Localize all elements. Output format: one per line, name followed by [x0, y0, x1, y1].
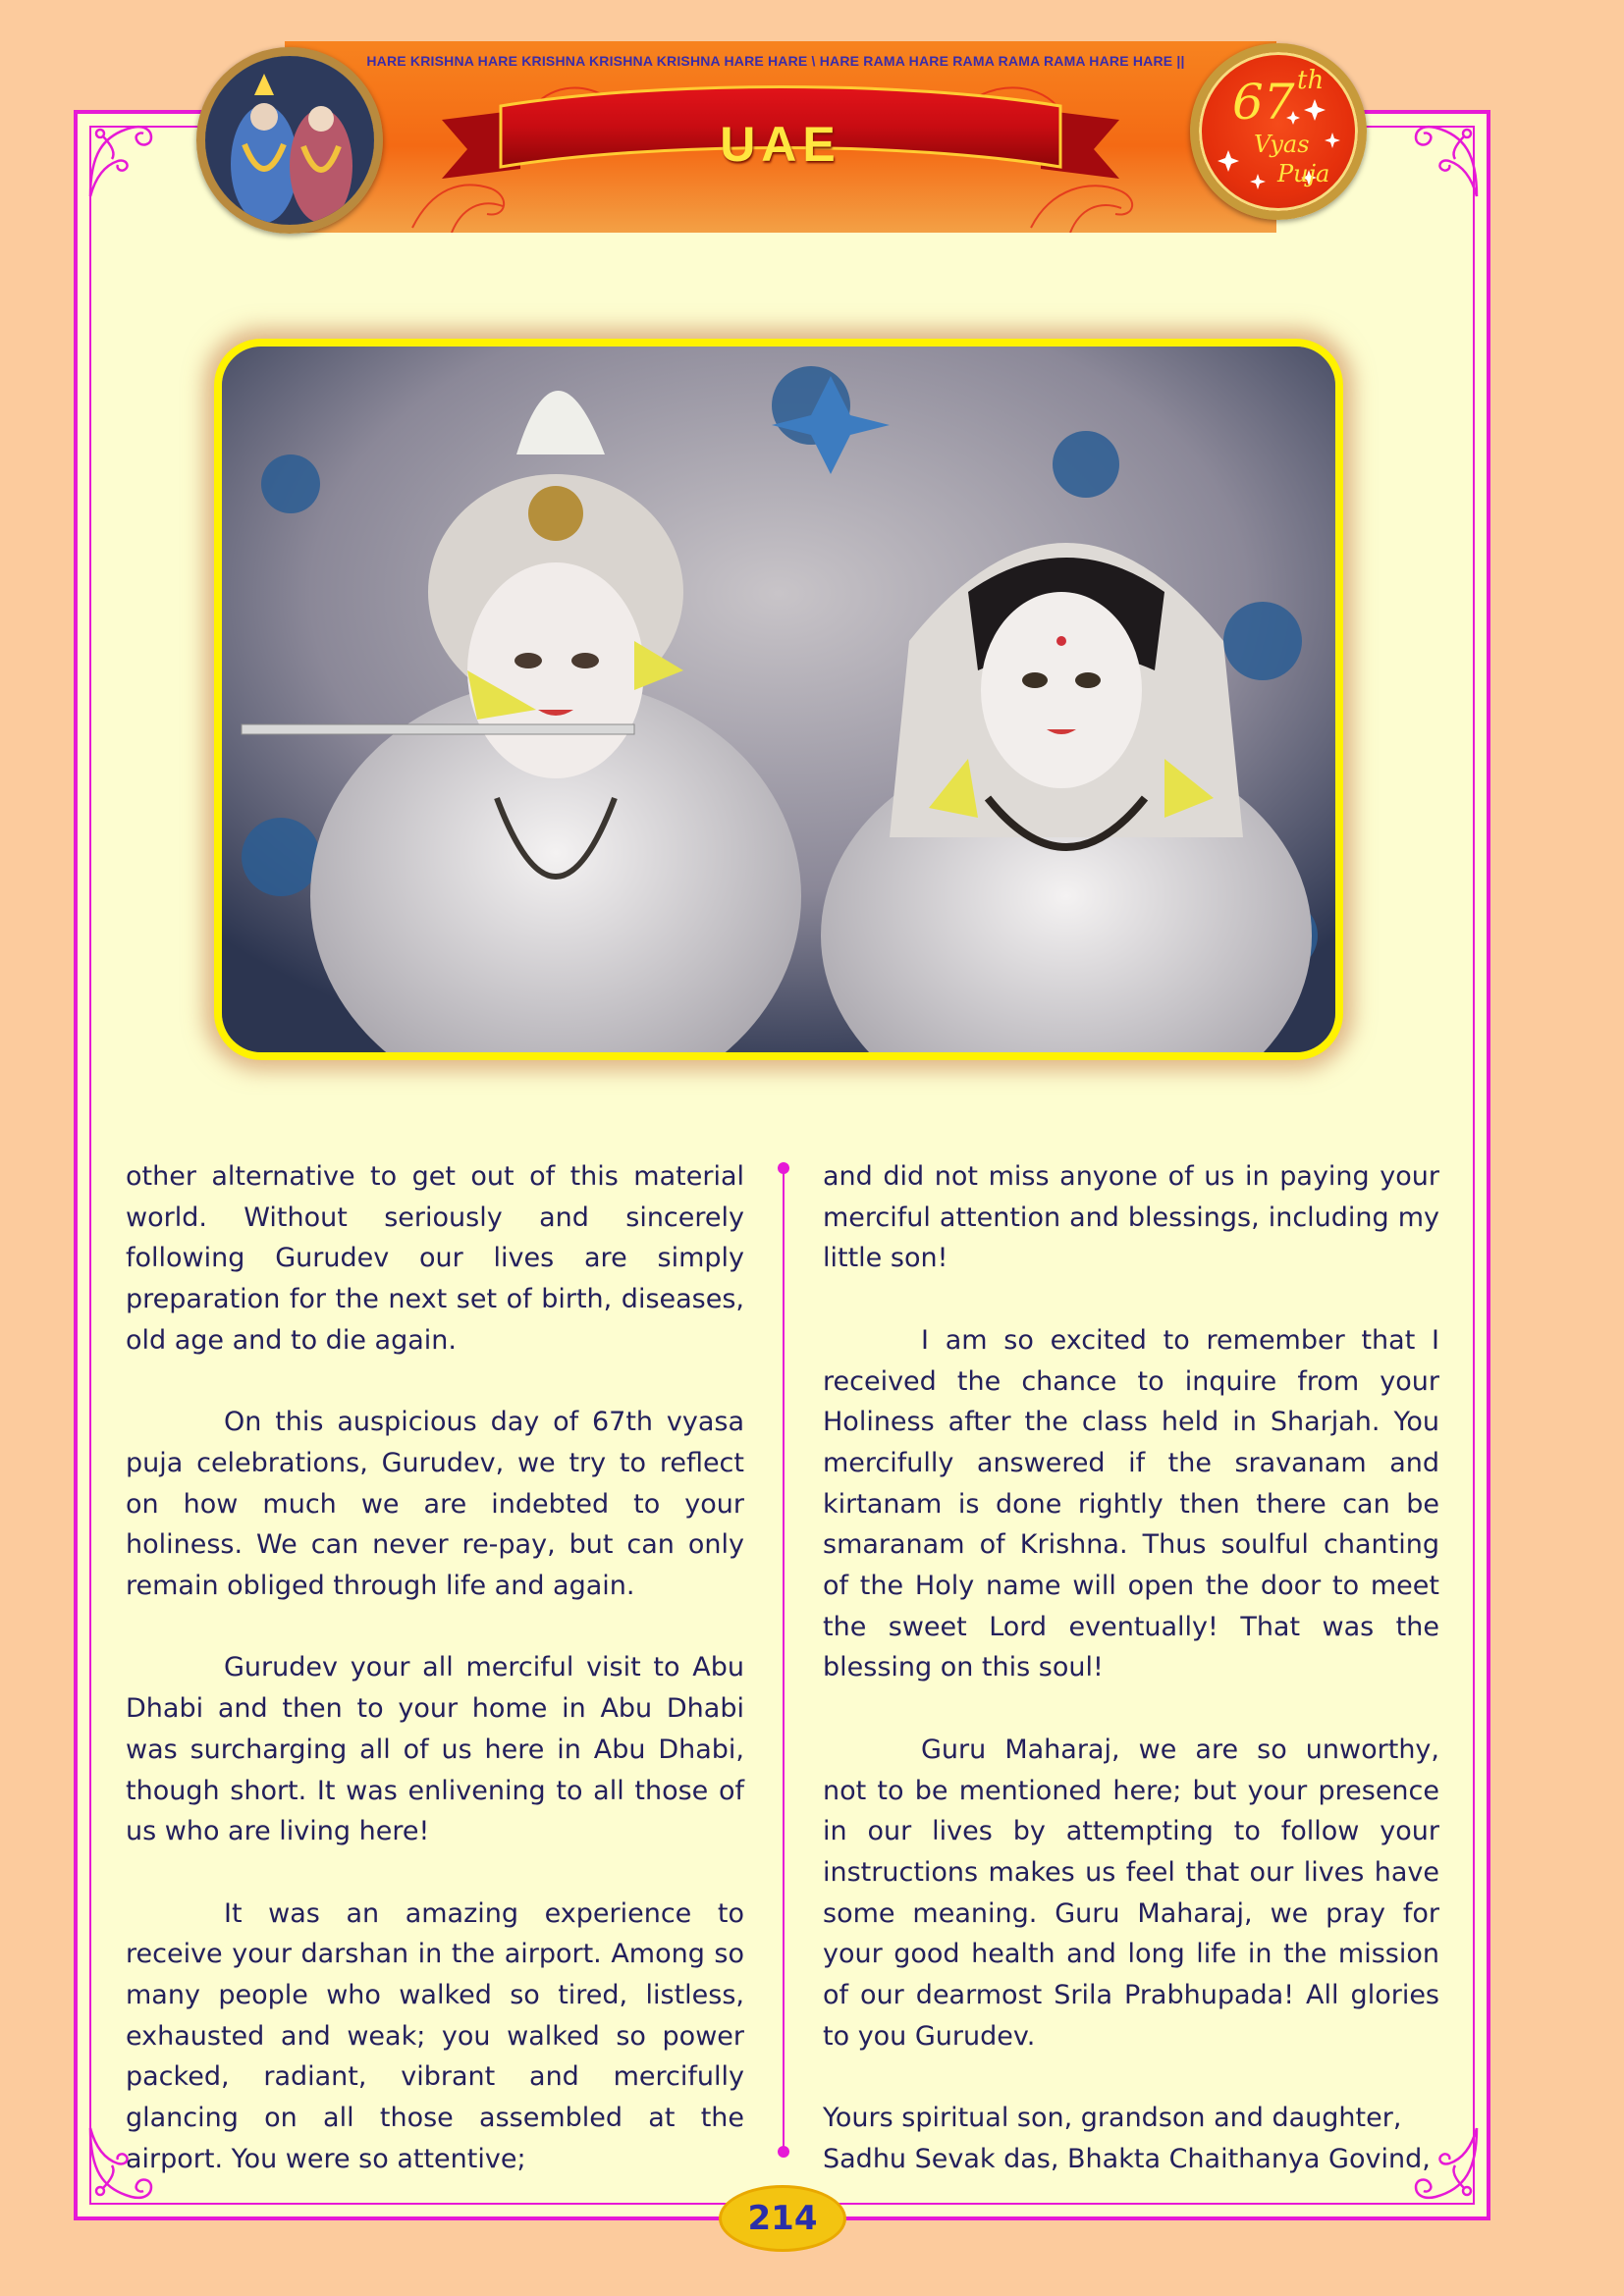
right-column — [823, 1156, 1439, 2180]
divider-dot — [778, 1162, 789, 1174]
divider-dot — [778, 2146, 789, 2158]
badge-suffix: th — [1297, 66, 1325, 95]
left-column — [126, 1156, 744, 2180]
deities-thumbnail-icon — [205, 56, 374, 225]
section-title: UAE — [720, 117, 841, 172]
corner-ornament-icon — [82, 116, 171, 204]
mantra-text: HARE KRISHNA HARE KRISHNA KRISHNA KRISHNA HARE HARE \ HARE RAMA HARE RAMA RAMA RAMA HARE HARE || — [366, 53, 1185, 69]
badge-number: 67 — [1232, 74, 1295, 131]
page-number: 214 — [719, 2185, 846, 2252]
vyas-puja-badge — [1190, 43, 1367, 220]
paragraph: and did not miss anyone of us in paying your merciful attention and blessings, including my little son! — [823, 1161, 1439, 1274]
badge-line1: Vyas — [1254, 131, 1310, 158]
deity-medallion — [196, 47, 383, 234]
paragraph: other alternative to get out of this material world. Without seriously and sincerely following Gurudev our lives are simply preparation for the next set of birth, diseases, old age and to die again. — [126, 1161, 744, 1356]
paragraph: It was an amazing experience to receive your darshan in the airport. Among so many people who walked so tired, listless, exhausted and weak; you walked so power packed, radiant, vibrant and mercifully glancing on all those assembled at the airport. You were so attentive; — [126, 1897, 744, 2174]
paragraph: Guru Maharaj, we are so unworthy, not to be mentioned here; but your presence in our lives by attempting to follow your instructions makes us feel that our lives have some meaning. Guru Maharaj, we pray for your good health and long life in the mission of our dearmost Srila Prabhupada! All glories to you Gurudev. — [823, 1734, 1439, 2052]
deities-photo — [214, 339, 1343, 1060]
signature-line: Yours spiritual son, grandson and daughter, — [823, 2103, 1402, 2134]
corner-ornament-icon — [1396, 116, 1485, 204]
column-divider — [783, 1168, 785, 2152]
signature-names: Sadhu Sevak das, Bhakta Chaithanya Govind, — [823, 2143, 1431, 2174]
paragraph: Gurudev your all merciful visit to Abu Dhabi and then to your home in Abu Dhabi was surcharging all of us here in Abu Dhabi, though short. It was enlivening to all those of us who are living here! — [126, 1652, 744, 1847]
paragraph: On this auspicious day of 67th vyasa puja celebrations, Gurudev, we try to reflect on how much we are indebted to your holiness. We can never re-pay, but can only remain obliged through life and again. — [126, 1407, 744, 1602]
badge-line2: Puja — [1277, 160, 1330, 187]
paragraph: I am so excited to remember that I received the chance to inquire from your Holiness after the class held in Sharjah. You mercifully answered if the sravanam and kirtanam is done rightly then there can be smaranam of Krishna. Thus soulful chanting of the Holy name will open the door to meet the sweet Lord eventually! That was the blessing on this soul! — [823, 1324, 1439, 1683]
